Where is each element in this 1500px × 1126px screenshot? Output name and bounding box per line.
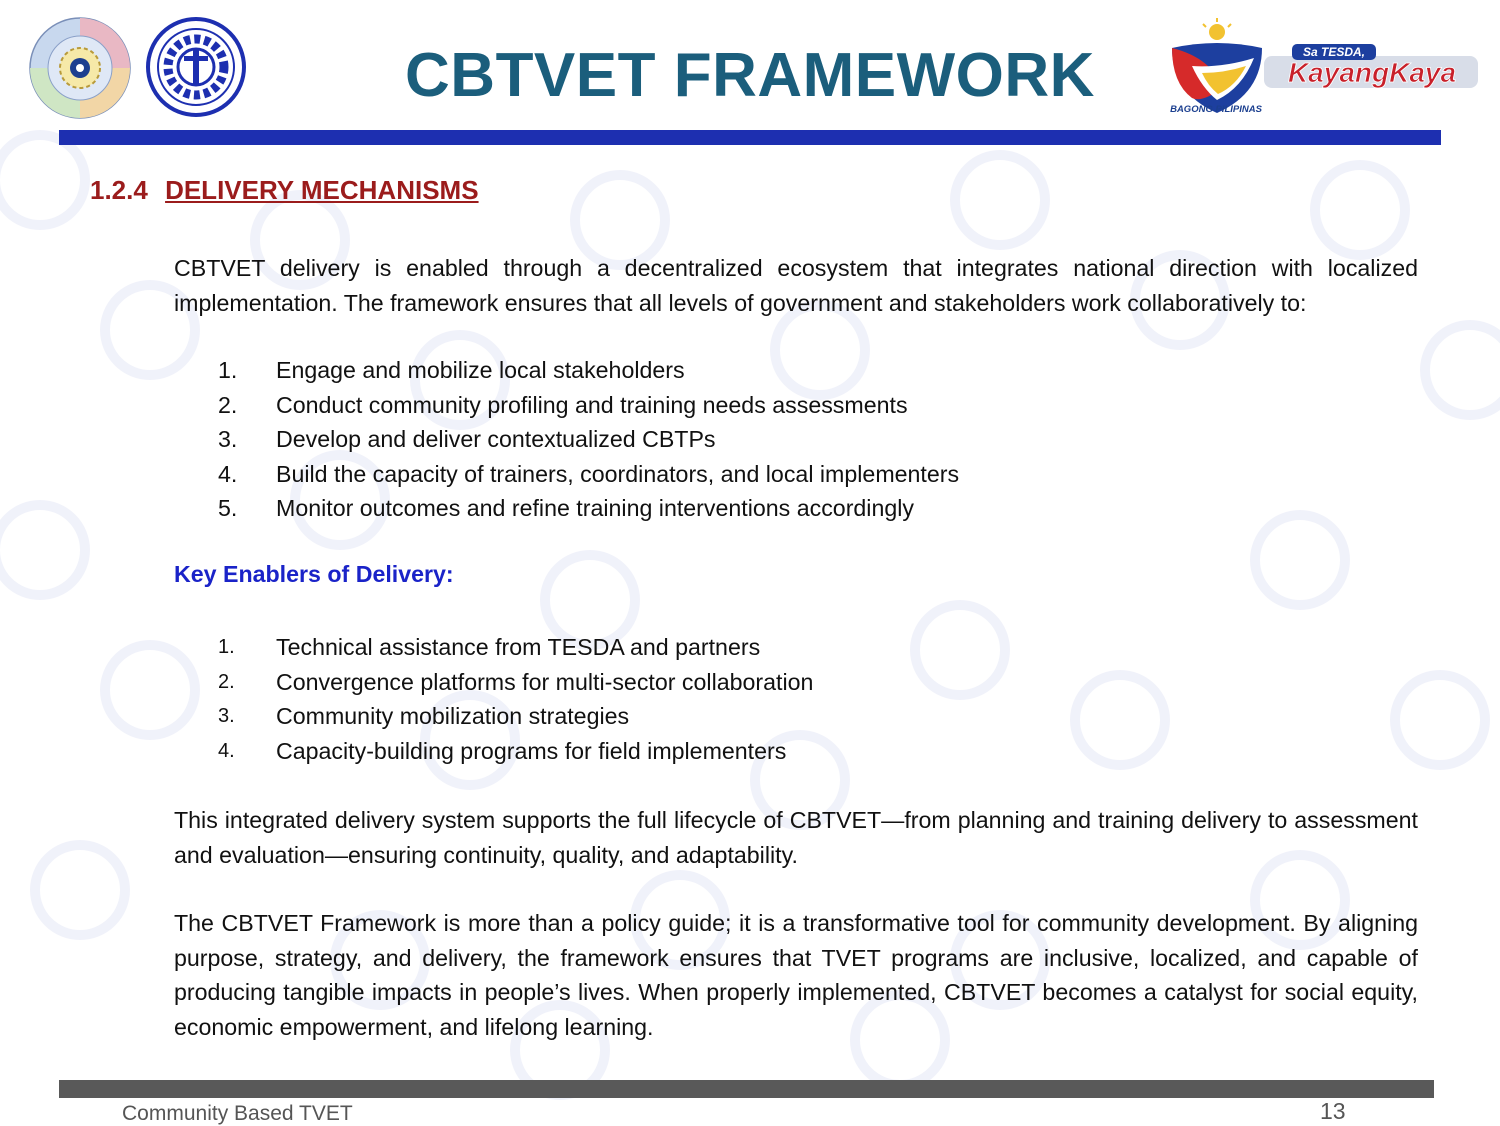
list-item-text: Monitor outcomes and refine training interventions accordingly [276,495,914,521]
section-heading [90,175,479,206]
list-item-number: 2. [218,391,238,418]
list-item-number: 4. [218,739,235,762]
list-item-text: Technical assistance from TESDA and partners [276,634,761,660]
enablers-list [218,630,813,768]
kayang-kaya-main-text: KayangKaya [1287,57,1457,88]
list-item [218,630,813,665]
list-item-text: Build the capacity of trainers, coordinators, and local implementers [276,460,960,487]
list-item-text: Conduct community profiling and training needs assessments [276,391,908,418]
list-item [218,388,959,423]
footer-label: Community Based TVET [122,1102,353,1125]
bagong-pilipinas-logo-icon [1162,18,1272,118]
list-item-number: 1. [218,636,235,658]
list-item [218,699,813,734]
list-item-text: Community mobilization strategies [276,703,630,729]
bagong-pilipinas-label: BAGONG PILIPINAS [1170,104,1262,115]
kayang-kaya-small-text: Sa TESDA, [1302,45,1366,59]
closing-paragraph: The CBTVET Framework is more than a policy guide; it is a transformative tool for community development. By aligning purpose, strategy, and delivery, the framework ensures that TVET programs are inclusive, localized, and capable of producing tangible impacts in people’s lives. When properly implemented, CBTVET becomes a catalyst for social equity, economic empowerment, and lifelong learning. [174,910,1418,1040]
section-number: 1.2.4 [90,175,148,205]
list-item-text: Engage and mobilize local stakeholders [276,357,685,383]
tesda-seal-icon [146,16,246,118]
list-item [218,491,959,526]
section-title: DELIVERY MECHANISMS [165,175,479,205]
lifecycle-paragraph: This integrated delivery system supports the full lifecycle of CBTVET—from planning and training delivery to assessment and evaluation—ensuring continuity, quality, and adaptability. [174,807,1418,868]
intro-paragraph: CBTVET delivery is enabled through a decentralized ecosystem that integrates national direction with localized implementation. The framework ensures that all levels of government and stakeholders work collaboratively to: [174,255,1418,316]
list-item-number: 3. [218,705,235,727]
list-item-number: 5. [218,495,238,521]
list-item-text: Develop and deliver contextualized CBTPs [276,426,716,452]
actions-list [218,353,959,526]
header-divider-bar [59,130,1441,145]
page-number: 13 [1320,1098,1346,1124]
list-item-number: 2. [218,670,235,693]
list-item-text: Convergence platforms for multi-sector collaboration [276,668,814,695]
enablers-heading: Key Enablers of Delivery: [174,561,454,587]
list-item [218,457,959,492]
list-item [218,734,813,769]
kayang-kaya-logo-icon [1262,42,1482,90]
list-item [218,422,959,457]
list-item [218,665,813,700]
list-item [218,353,959,388]
framework-wheel-logo-icon [28,16,132,120]
slide-title: CBTVET FRAMEWORK [405,41,1095,110]
list-item-text: Capacity-building programs for field implementers [276,737,787,764]
list-item-number: 1. [218,357,238,383]
list-item-number: 3. [218,426,238,452]
footer-divider-bar [59,1080,1434,1098]
list-item-number: 4. [218,460,238,487]
slide-header [0,0,1500,130]
